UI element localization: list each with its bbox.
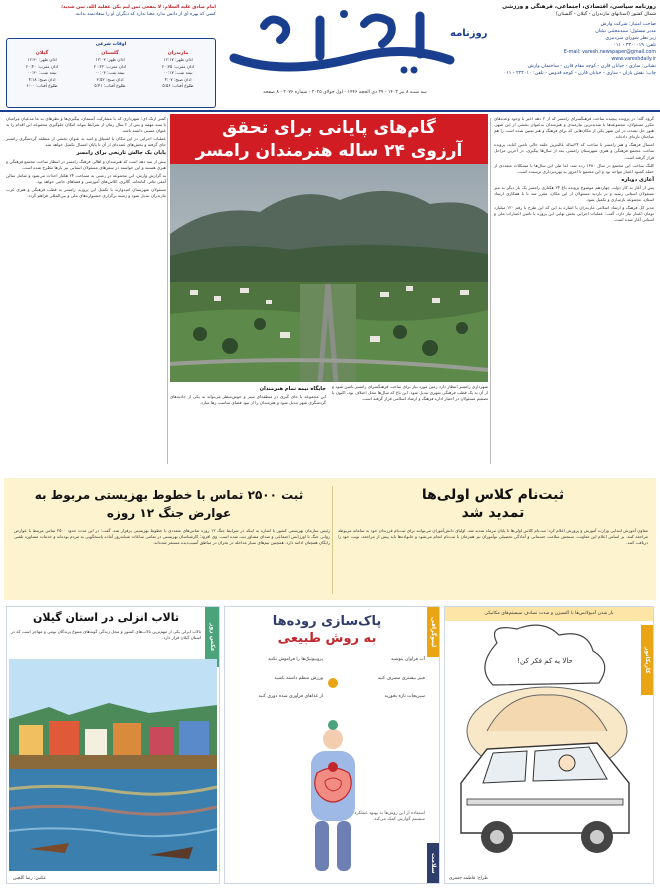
tip-item: فیبر بیشتری مصرف کنید [377, 675, 425, 681]
tip-item: از غذاهای فرآوری شده دوری کنید [258, 694, 323, 700]
cartoon-bubble: حالا یه کم فکر کن! [517, 657, 573, 665]
body-para: عملیات اجرایی در این مکان با اشتیاق و امید به عنوان بخشی از منطقه گردشگری رامسر جای گرفته و بخش‌های عمده‌ای از آن تا پایان امسال تکمیل خواهد شد. [6, 136, 166, 148]
story-school-body: معاون آموزش ابتدایی وزارت آموزش و پرورش اعلام کرد: ثبت‌نام کلاس اولی‌ها تا پایان تیرماه تمدید شد. اولیای دانش‌آموزان می‌توانند برای ثبت‌نام فرزندان خود به سامانه مربوطه مراجعه کنند. بر اساس اعلام این معاونت، سنجش سلامت جسمانی و آمادگی تحصیلی نوآموزان نیز همزمان با ثبت‌نام انجام می‌شود و خانواده‌ها باید پیش از مراجعه، نوبت خود را دریافت کنند. [338, 528, 648, 546]
prayer-title: اوقات شرعی [95, 42, 127, 47]
divider-icons [325, 675, 341, 795]
tip-item: سبزیجات تازه بخورید [384, 694, 425, 700]
info-line: نشانی: ساری - خیابان قارن - کوچه مقام قارن - ساختمان وارش [527, 64, 656, 69]
tip-item: آب فراوان بنوشید [390, 657, 425, 662]
body-para: به گزارش وارش، این مجموعه در زمینی به مساحت ۲۴ هکتار احداث می‌شود و شامل سالن آمفی تئاتر، کتابخانه، گالری، کلاس‌های آموزشی و فضاهای جانبی خواهد بود. [6, 172, 166, 184]
subheading: پایان یک چالش تاریخی برای رامسر [76, 150, 166, 157]
prayer-line: نیمه شب: ۰۰:۳۰ [27, 70, 57, 76]
photo-of-day-panel [6, 606, 220, 884]
infographic-credit: سلامت [427, 843, 439, 883]
caption-para: شهرداری رامسر انتظار دارد زمین مورد نیاز برای ساخت فرهنگسرای رامسر تامین شود و از آن به یک قطب فرهنگی شهری تبدیل شود. این باغ که سال‌ها محل اختلاف بود، اکنون با تصمیم مسئولان در اختیار اداره فرهنگ و ارشاد اسلامی قرار گرفته است. [332, 384, 488, 402]
story-school-title[interactable] [338, 486, 648, 522]
infographic-note: استفاده از این روش‌ها به بهبود عملکرد سیستم گوارش کمک می‌کند. [354, 811, 425, 822]
cartoon-header: بار شدن آمبولانس‌ها با اکسیژن و شدت تصادف سیستم‌های مکانیکی [445, 607, 653, 621]
prayer-times-box [6, 38, 216, 108]
email-link[interactable]: E-mail: varesh.newspaper@gmail.com [563, 50, 656, 55]
logo-small-text: روزنامه [450, 28, 488, 39]
tip-item: پروبیوتیک‌ها را فراموش نکنید [268, 657, 323, 662]
infographic-tab: لینوگرافی [427, 607, 439, 657]
body-para: بیش از سه دهه است که هنرمندان و اهالی فرهنگ رامسر در انتظار ساخت مجتمع فرهنگی و هنری هستند و این خواسته در سفرهای مسئولان استانی نیز بارها مطرح شده است. [6, 158, 166, 170]
info-line: صاحب امتیاز: شرکت وارش [600, 22, 656, 27]
quote-translation: کسی که بهره ای از دانش ندارد معنا ندارد که دیگران او را سعادتمند بدانند. [74, 12, 216, 17]
story-welfare-body: رئیس سازمان بهزیستی کشور با اشاره به اینکه در شرایط جنگ ۱۲ روزه تماس‌های متعددی با خطوط بهزیستی برقرار شد، گفت: در این مدت حدود ۲۵۰۰ تماس مرتبط با عوارض روانی جنگ با اورژانس اجتماعی و صدای مشاور ثبت شده است. وی افزود: کارشناسان بهزیستی در تمامی ساعات شبانه‌روز آماده پاسخگویی به مردم بوده‌اند و خدمات مشاوره تلفنی رایگان همچنان ادامه دارد. همچنین تیم‌های سیار مداخله در بحران در مناطق آسیب‌دیده مستقر شده‌اند. [14, 528, 331, 546]
body-para: امسال فرهنگ و هنر رامسر با ساخت که ۲۴ساله عالیترین حلقه خالی تامین کنایه، پرونده ساخت مجتمع فرهنگی و هنری شهرستان رامسر، بعد از سال‌ها پیگیری، در آخرین مراحل قرار گرفته است. [494, 142, 654, 160]
prayer-line: طلوع آفتاب: ۶:۰۰ [26, 83, 58, 89]
city-name: مازندران [167, 51, 189, 56]
column-divider [167, 118, 168, 464]
body-para: مدیر کل فرهنگ و ارشاد اسلامی مازندران با اشاره به این که این طرح با رقم ۱۲۰ میلیارد تومان اعتبار نیاز دارد، گفت: عملیات اجرایی بخش نهایی این پروژه با تامین اعتبارات ملی و استانی آغاز شده است. [494, 205, 654, 223]
photo-day-text: تالاب انزلی یکی از مهم‌ترین تالاب‌های کشور و محل زندگی گونه‌های متنوع پرندگان بومی و مهاجر است که در استان گیلان قرار دارد. [11, 629, 201, 641]
photo-day-credit: عکس: رضا گلچین [13, 876, 47, 881]
story-title-line: تمدید شد [461, 505, 525, 521]
story-title-line: ثبت‌نام کلاس اولی‌ها [421, 487, 565, 503]
lead-right-column [494, 116, 654, 466]
prayer-line: اذان مغرب: ۲۰:۳۵ [161, 63, 195, 69]
cartoon-credit: طراح: فاطمه جعفری [449, 876, 488, 881]
prayer-line: اذان مغرب: ۲۰:۴۰ [25, 63, 59, 69]
region: شمال کشور (استانهای مازندران - گیلان - گلستان) [555, 12, 656, 17]
masthead [0, 0, 660, 112]
lead-headline[interactable] [170, 114, 488, 164]
lead-left-column [6, 116, 166, 466]
body-para: کلنگ ساخت این مجتمع در سال ۱۳۸۰ زده شد، اما طی این سال‌ها با مشکلات متعددی از جمله کمبود اعتبار مواجه بود و این مجتمع تا امروز به بهره‌برداری نرسیده است. [494, 162, 654, 174]
infographic-panel [224, 606, 440, 884]
cartoon-tab: کاریکاتور [641, 625, 653, 695]
tip-item: ورزش منظم داشته باشید [274, 675, 323, 681]
prayer-line: اذان ظهر: ۱۲:۰۳ [95, 57, 125, 63]
anzali-photo [9, 659, 217, 871]
tagline: روزنامه سیاسی، اقتصادی، اجتماعی، فرهنگی و ورزشی [502, 4, 656, 10]
cartoon-illustration [447, 623, 639, 879]
prayer-line: طلوع آفتاب: ۵:۴۱ [94, 83, 126, 89]
body-para: مسئولان شهرستان امیدوارند با تکمیل این پروژه، رامسر به قطب فرهنگی و هنری غرب مازندران تبدیل شود و زمینه برگزاری جشنواره‌های ملی و بین‌المللی فراهم گردد. [6, 186, 166, 199]
prayer-line: اذان ظهر: ۱۲:۳۰ [27, 57, 57, 63]
photo-day-tab: عکس روز [205, 607, 219, 667]
quote-text: امام صادق علیه السلام: لا ینفعی ثمن لیم بکن عقلیه الله، ثمن شدید؛ [61, 5, 216, 10]
body-para: گروه گلد: در پرونده پیچیده ساخت فرهنگسرای رامسر که از ۲ دهه اخیر با وجود وعده‌های مکرر مسئولان، مجموعه‌ها با شدیدترین نیازمندی و هنرمندان به‌عنوان بخشی از این شهر، هنوز حل نشده، در این شهر یکی از مکان‌هایی که برای فرهنگ و هنر تعیین شده است را هم صاحبان تازه‌ای داده‌اند. [494, 116, 654, 140]
prayer-line: اذان ظهر: ۱۲:۱۷ [163, 57, 193, 63]
website-link[interactable]: www.vareshdaily.ir [611, 57, 656, 62]
prayer-line: اذان صبح: ۴:۱۸ [28, 76, 56, 82]
infographic-title [225, 613, 429, 647]
headline-line-1: گام‌های پایانی برای تحقق [222, 118, 436, 138]
subheading: آغازی دوباره [621, 176, 654, 183]
city-name: گیلان [35, 51, 49, 56]
info-line: چاپ: نقش باران - ساری - خیابان قارن - کوچه قدوس - تلفن: ۲۲۴۰۱۰ - ۰۱۱ [503, 71, 656, 76]
caption-para: این مجموعه با جای گیری در منطقه‌ای سبز و خوش‌منظر می‌تواند به یکی از جاذبه‌های گردشگری شهر تبدیل شود و هنرمندان را از نبود فضای مناسب رها سازد. [170, 394, 326, 406]
caption-subheading: جایگاه نیمه تمام هنرمندان [259, 386, 326, 392]
headline-line-2: آرزوی ۲۴ ساله هنرمندان رامسر [195, 141, 463, 161]
prayer-line: اذان صبح: ۴:۰۷ [164, 76, 192, 82]
cartoon-panel [444, 606, 654, 884]
prayer-col-golestan [77, 51, 143, 103]
info-line: مدیر مسئول: سیدمجتبی نبئیان [595, 29, 656, 34]
lead-photo [170, 164, 488, 382]
photo-day-title[interactable]: تالاب انزلی در استان گیلان [32, 611, 180, 624]
body-para: کمتر ازتک ای: شهرداری که با مشارکت آستمان، پیگیری‌ها و نظرهای به ما مدعیان مرامیان با سند مهمه و پس از ۲ سال زمان از شرایط بتواند امکان جلوگیری مجموعه این اقدام را به عنوان مستی داشته باشد. [6, 116, 166, 134]
column-divider [490, 118, 491, 464]
prayer-line: نیمه شب: ۰۰:۱۷ [163, 70, 193, 76]
newspaper-logo [224, 6, 488, 86]
story-welfare-title[interactable]: ثبت ۲۵۰۰ تماس با خطوط بهزیستی مربوط به عوارض جنگ ۱۲ روزه [34, 488, 304, 520]
title-line: به روش طبیعی [277, 631, 377, 646]
band-divider [332, 486, 333, 594]
logo-text: وارش [340, 82, 344, 83]
prayer-line: نیمه شب: ۰۰:۰۳ [95, 70, 125, 76]
info-line: تلفن: ۳۳۰۰۰۱۹ - ۰۱۱ [613, 43, 656, 48]
prayer-col-mazandaran [145, 51, 211, 103]
date-line: سه شنبه ۸ تیر ۱۴۰۳ - ۲۷ ذی الحجه ۱۴۴۶ - اول جولای ۲۰۲۵ - شماره ۲۰۷۶ - ۸ صفحه [263, 90, 427, 95]
prayer-line: طلوع آفتاب: ۵:۵۶ [162, 83, 194, 89]
lead-caption [170, 384, 488, 466]
quote-box [6, 4, 216, 34]
title-line: پاک‌سازی روده‌ها [272, 614, 382, 629]
info-line: زیر نظر شورای سردبیری [605, 36, 656, 41]
body-para: پس از آغاز به کار دولت چهاردهم موضوع پرونده باغ ۲۴ هکتاری رامسر یک بار دیگر به میز مسئولان استانی رسید و در بازدید مسئولان از این مکان، مقرر شد تا با همکاری ارشاد استان، مجموعه بازسازی و تکمیل شود. [494, 184, 654, 203]
masthead-info [500, 4, 656, 106]
prayer-line: اذان مغرب: ۲۰:۲۲ [93, 63, 127, 69]
city-name: گلستان [101, 51, 119, 56]
prayer-col-gilan [9, 51, 75, 103]
prayer-line: اذان صبح: ۳:۵۲ [96, 76, 124, 82]
